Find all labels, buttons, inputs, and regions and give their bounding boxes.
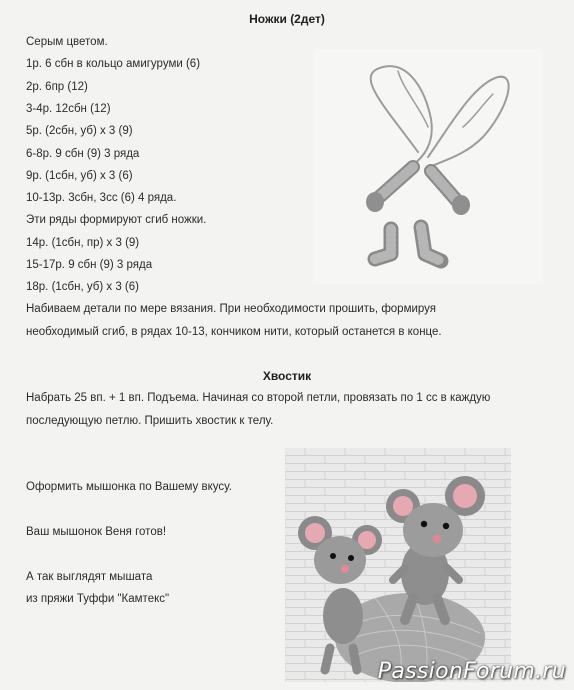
legs-line: Набиваем детали по мере вязания. При необходимости прошить, формируя: [26, 303, 437, 315]
legs-line: 1р. 6 сбн в кольцо амигуруми (6): [26, 58, 201, 70]
watermark: PassionForum.ru: [377, 659, 566, 684]
legs-line: 6-8р. 9 сбн (9) 3 ряда: [26, 148, 140, 160]
legs-line: 15-17р. 9 сбн (9) 3 ряда: [26, 259, 153, 271]
legs-heading: Ножки (2дет): [249, 12, 325, 26]
legs-line: Эти ряды формируют сгиб ножки.: [26, 214, 207, 226]
legs-line: Серым цветом.: [26, 36, 108, 48]
legs-line: 18р. (1сбн, уб) х 3 (6): [26, 281, 139, 293]
legs-line: 10-13р. 3сбн, 3сс (6) 4 ряда.: [26, 192, 177, 204]
legs-line: 5р. (2сбн, уб) х 3 (9): [26, 125, 133, 137]
tail-heading: Хвостик: [262, 369, 312, 383]
legs-photo: [313, 49, 543, 284]
finish-line: Ваш мышонок Веня готов!: [26, 526, 167, 538]
mice-photo: [285, 448, 511, 682]
legs-line: 3-4р. 12сбн (12): [26, 103, 111, 115]
tail-line: Набрать 25 вп. + 1 вп. Подъема. Начиная со второй петли, провязать по 1 сс в каждую: [26, 392, 491, 404]
legs-line: 14р. (1сбн, пр) х 3 (9): [26, 237, 140, 249]
finish-line: из пряжи Туффи "Камтекс": [26, 593, 170, 605]
legs-line: 9р. (1сбн, уб) х 3 (6): [26, 170, 133, 182]
legs-line: необходимый сгиб, в рядах 10-13, кончиком нити, который останется в конце.: [26, 326, 442, 338]
finish-line: Оформить мышонка по Вашему вкусу.: [26, 481, 232, 493]
finish-line: А так выглядят мышата: [26, 571, 153, 583]
tail-line: последующую петлю. Пришить хвостик к телу.: [26, 415, 274, 427]
legs-line: 2р. 6пр (12): [26, 81, 88, 93]
